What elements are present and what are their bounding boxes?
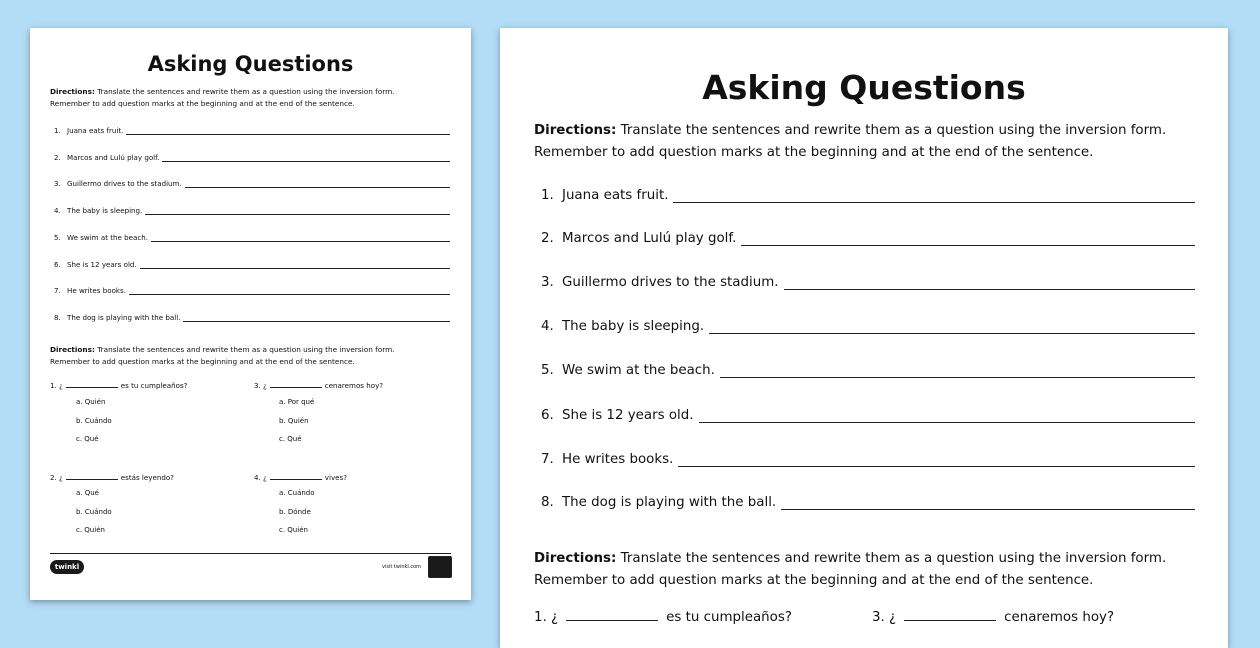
page-title: Asking Questions xyxy=(702,68,1026,107)
mc-option[interactable]: b. Cuándo xyxy=(76,508,112,516)
mc-question: 1. ¿ es tu cumpleaños? xyxy=(534,610,792,625)
directions-line1: Translate the sentences and rewrite them as a question using the inversion form. xyxy=(94,87,395,96)
mc-option[interactable]: c. Qué xyxy=(279,435,302,443)
sentence-item: 7. He writes books. xyxy=(541,452,1195,467)
mc-option[interactable]: a. Cuándo xyxy=(279,489,315,497)
mc-option[interactable]: b. Dónde xyxy=(279,508,311,516)
worksheet-thumbnail xyxy=(30,28,471,600)
twinkl-logo[interactable]: twinkl xyxy=(50,560,84,574)
sentence-item: 4. The baby is sleeping. xyxy=(54,206,450,215)
mc-question: 4. ¿ vives? xyxy=(254,473,347,482)
sentence-item: 7. He writes books. xyxy=(54,286,450,295)
sentence-item: 2. Marcos and Lulú play golf. xyxy=(541,231,1195,246)
page-title: Asking Questions xyxy=(147,52,354,76)
mc-question: 1. ¿ es tu cumpleaños? xyxy=(50,381,188,390)
directions-label: Directions: xyxy=(534,123,617,138)
sentence-item: 2. Marcos and Lulú play golf. xyxy=(54,153,450,162)
directions-line2: Remember to add question marks at the beginning and at the end of the sentence. xyxy=(534,145,1094,160)
mc-option[interactable]: b. Quién xyxy=(279,417,309,425)
answer-blank[interactable] xyxy=(270,380,322,388)
directions xyxy=(534,120,1214,164)
answer-line[interactable] xyxy=(140,260,450,269)
directions-2: Directions: Translate the sentences and rewrite them as a question using the inversion form. Remember to add question marks at the beginning and at the end of the sentence. xyxy=(50,345,395,366)
mc-question: 3. ¿ cenaremos hoy? xyxy=(872,610,1115,625)
mc-option[interactable]: c. Quién xyxy=(279,526,308,534)
answer-line[interactable] xyxy=(720,365,1195,378)
sentence-item: 8. The dog is playing with the ball. xyxy=(54,313,450,322)
sentence-item: 6. She is 12 years old. xyxy=(541,408,1195,423)
mc-option[interactable]: a. Por qué xyxy=(279,398,315,406)
sentence-item: 6. She is 12 years old. xyxy=(54,260,450,269)
directions-line2: Remember to add question marks at the beginning and at the end of the sentence. xyxy=(50,99,355,108)
footer-divider xyxy=(50,553,451,554)
sentence-item: 1. Juana eats fruit. xyxy=(541,188,1195,203)
answer-line[interactable] xyxy=(126,126,450,135)
answer-line[interactable] xyxy=(781,497,1195,510)
answer-blank[interactable] xyxy=(66,380,118,388)
answer-line[interactable] xyxy=(741,233,1195,246)
worksheet-zoomed xyxy=(500,28,1228,648)
answer-line[interactable] xyxy=(145,206,450,215)
sentence-item: 1. Juana eats fruit. xyxy=(54,126,450,135)
sentence-item: 5. We swim at the beach. xyxy=(541,363,1195,378)
answer-blank[interactable] xyxy=(66,472,118,480)
answer-line[interactable] xyxy=(784,277,1195,290)
answer-line[interactable] xyxy=(678,454,1195,467)
answer-line[interactable] xyxy=(151,233,450,242)
answer-line[interactable] xyxy=(129,286,450,295)
mc-option[interactable]: b. Cuándo xyxy=(76,417,112,425)
answer-line[interactable] xyxy=(699,410,1195,423)
sentence-item: 8. The dog is playing with the ball. xyxy=(541,495,1195,510)
mc-option[interactable]: c. Quién xyxy=(76,526,105,534)
footer-url[interactable]: visit twinkl.com xyxy=(382,564,422,570)
sentence-item: 3. Guillermo drives to the stadium. xyxy=(54,179,450,188)
answer-blank[interactable] xyxy=(904,608,996,621)
answer-line[interactable] xyxy=(183,313,450,322)
directions xyxy=(50,86,450,110)
sentence-item: 5. We swim at the beach. xyxy=(54,233,450,242)
answer-line[interactable] xyxy=(709,321,1195,334)
answer-line[interactable] xyxy=(185,179,450,188)
mc-question: 2. ¿ estás leyendo? xyxy=(50,473,174,482)
mc-question: 3. ¿ cenaremos hoy? xyxy=(254,381,384,390)
directions-2: Directions: Translate the sentences and rewrite them as a question using the inversion form. Remember to add question marks at the beginning and at the end of the sentence. xyxy=(534,551,1167,588)
answer-blank[interactable] xyxy=(566,608,658,621)
mc-option[interactable]: a. Qué xyxy=(76,489,99,497)
quality-badge-icon xyxy=(428,556,452,578)
sentence-item: 3. Guillermo drives to the stadium. xyxy=(541,275,1195,290)
sentence-item: 4. The baby is sleeping. xyxy=(541,319,1195,334)
mc-option[interactable]: c. Qué xyxy=(76,435,99,443)
answer-blank[interactable] xyxy=(270,472,322,480)
answer-line[interactable] xyxy=(162,153,450,162)
answer-line[interactable] xyxy=(673,190,1195,203)
mc-option[interactable]: a. Quién xyxy=(76,398,106,406)
directions-label: Directions: xyxy=(50,87,95,96)
directions-line1: Translate the sentences and rewrite them as a question using the inversion form. xyxy=(616,123,1167,138)
